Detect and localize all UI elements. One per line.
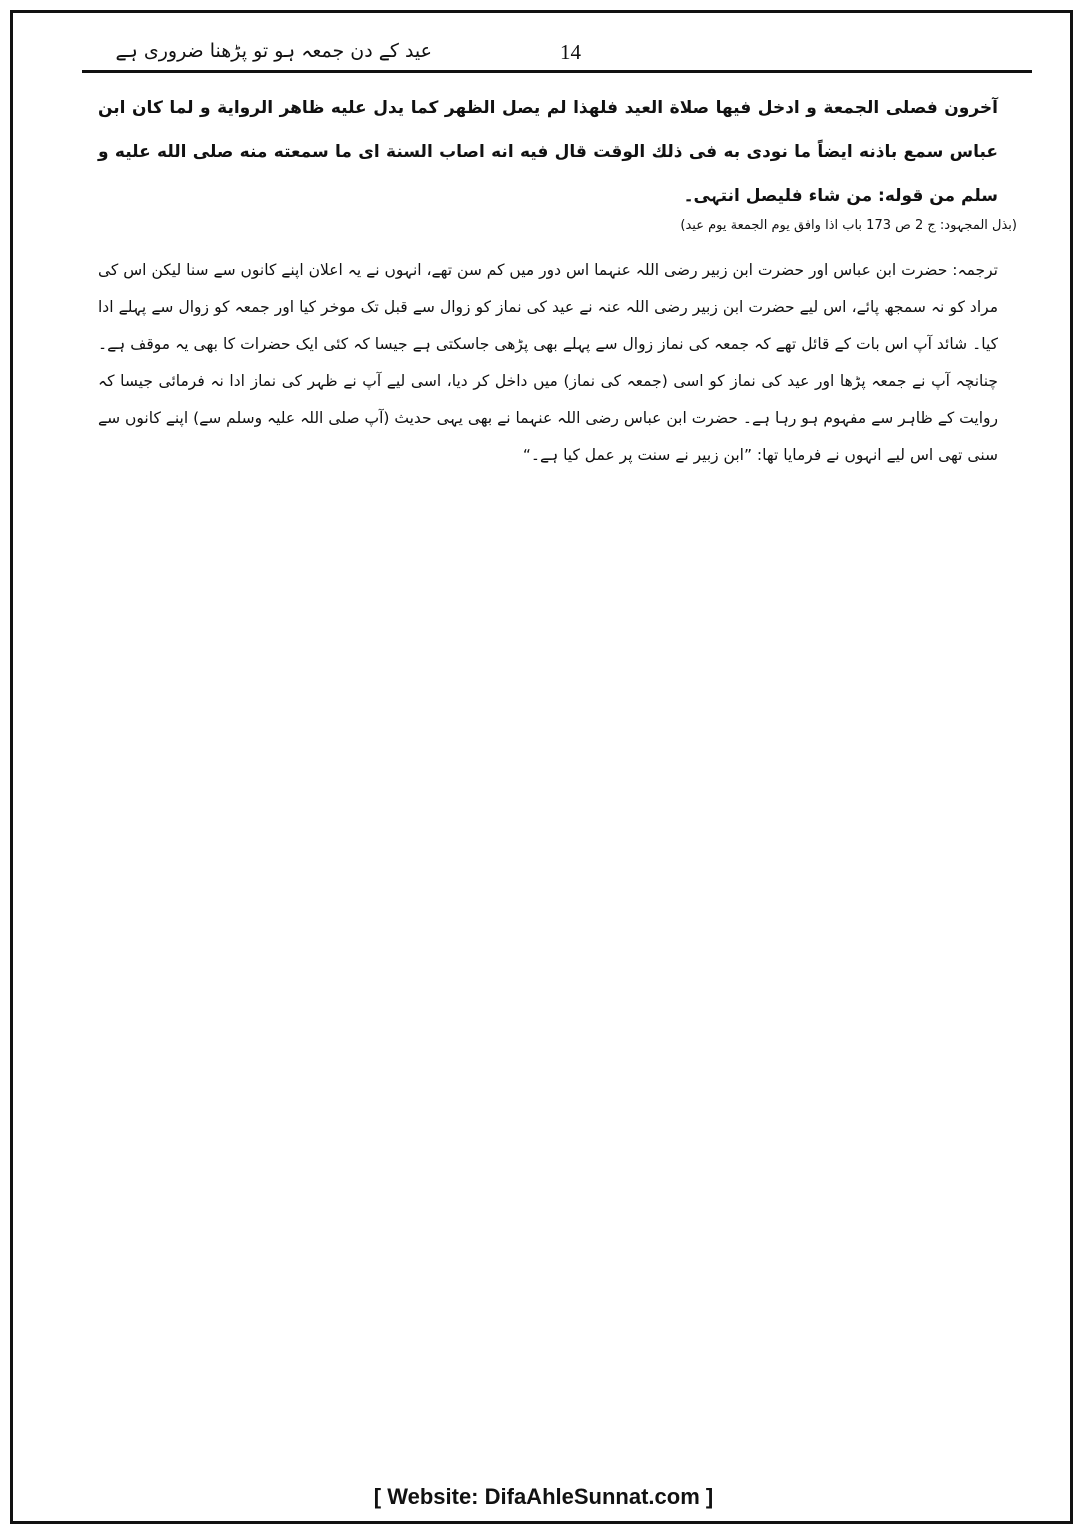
website-footer: [ Website: DifaAhleSunnat.com ] [373, 1484, 714, 1509]
header-divider [82, 70, 1032, 73]
page-border [10, 10, 1073, 1524]
reference-citation: (بذل المجہود: ج 2 ص 173 باب اذا وافق یوم الجمعة یوم عید) [680, 218, 1017, 233]
arabic-quote-paragraph: آخرون فصلی الجمعة و ادخل فیها صلاة العید فلهذا لم یصل الظهر کما یدل علیه ظاهر الروایة و لما کان ابن عباس سمع باذنه ایضاً ما نودی به فی ذلك الوقت قال فیه انه اصاب السنة ای ما سمعته منه صلی الله علیه و سلم من قوله: من شاء فلیصل انتہی۔ [98, 98, 998, 206]
page-number: 14 [560, 40, 581, 64]
translation-paragraph: ترجمہ: حضرت ابن عباس اور حضرت ابن زبیر رضی اللہ عنہما اس دور میں کم سن تھے، انہوں نے یہ اعلان اپنے کانوں سے سنا لیکن اس کی مراد کو نہ سمجھ پائے، اس لیے حضرت ابن زبیر رضی اللہ عنہ نے عید کی نماز کو زوال سے قبل تک موخر کیا اور جمعہ کو زوال سے پہلے ادا کیا۔ شائد آپ اس بات کے قائل تھے کہ جمعہ کی نماز زوال سے پہلے بھی پڑھی جاسکتی ہے جیسا کہ کئی ایک حضرات کا بھی یہ موقف ہے۔ چنانچہ آپ نے جمعہ پڑھا اور عید کی نماز کو اسی (جمعہ کی نماز) میں داخل کر دیا، اسی لیے آپ نے ظہر کی نماز ادا نہ فرمائی جیسا کہ روایت کے ظاہر سے مفہوم ہو رہا ہے۔ حضرت ابن عباس رضی اللہ عنہما نے بھی یہی حدیث (آپ صلی اللہ علیہ وسلم سے) اپنے کانوں سے سنی تھی اس لیے انہوں نے فرمایا تھا: ”ابن زبیر نے سنت پر عمل کیا ہے۔“ [98, 261, 998, 464]
page-header [82, 38, 1032, 72]
running-title: عید کے دن جمعہ ہو تو پڑھنا ضروری ہے [115, 40, 432, 62]
